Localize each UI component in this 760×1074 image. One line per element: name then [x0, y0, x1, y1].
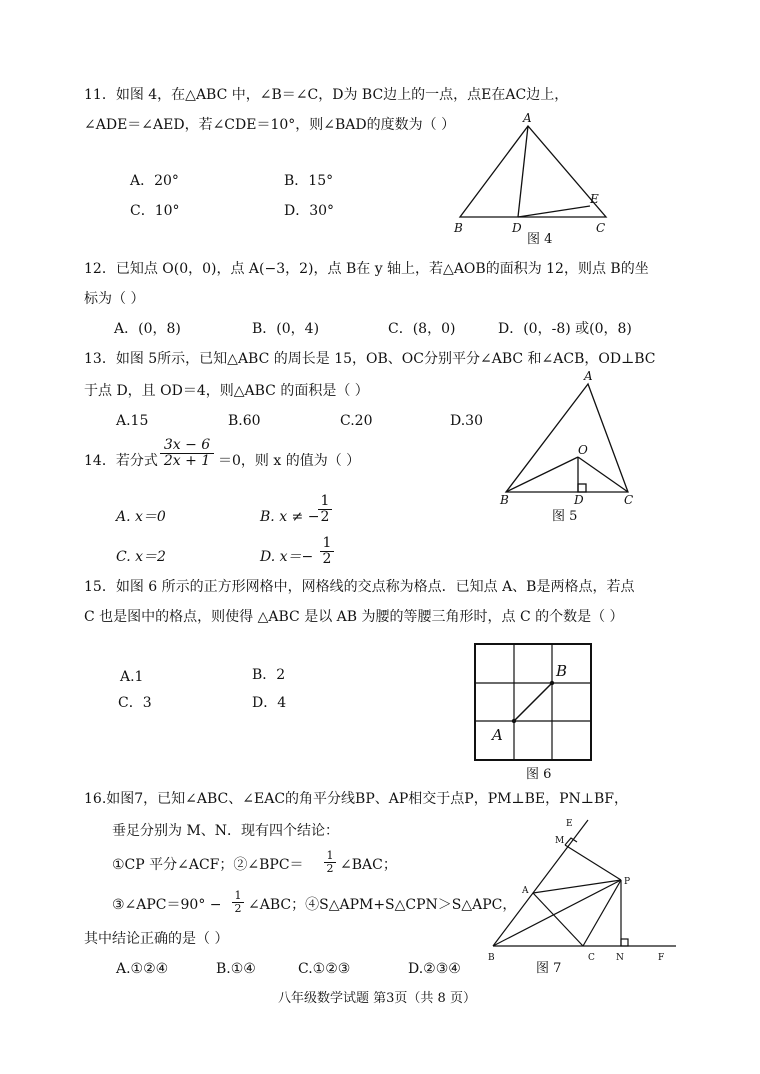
- fig7-label-b: B: [488, 953, 495, 963]
- q16-c2-numerator: 1: [324, 850, 336, 863]
- fig6-label-b: B: [556, 662, 568, 680]
- fig5-label-d: D: [574, 493, 584, 507]
- q16-conclusion-3: ③∠APC＝90° −: [112, 897, 222, 913]
- q14-option-a: A. x＝0: [116, 509, 166, 525]
- q16-c3-fraction: [232, 890, 244, 915]
- q11-option-c: C．10°: [130, 203, 180, 219]
- fig7-label-c: C: [588, 953, 595, 963]
- q16-line2: 垂足分别为 M、N．现有四个结论：: [112, 823, 340, 839]
- q12-line1: 12．已知点 O(0，0)，点 A(−3，2)，点 B在 y 轴上，若△AOB的面积为 12，则点 B的坐: [84, 261, 649, 277]
- fig4-label-d: D: [512, 221, 522, 235]
- q14-option-d-fraction: [320, 536, 334, 567]
- q14-option-b-fraction: [318, 494, 332, 525]
- q14-prefix: 14．若分式: [84, 453, 158, 469]
- q16-option-d: D.②③④: [408, 961, 461, 977]
- fig7-label-p: P: [624, 877, 631, 887]
- q14-fraction: [160, 438, 214, 469]
- fig5-label-a: A: [584, 369, 593, 383]
- q11-option-b: B．15°: [284, 173, 334, 189]
- q16-option-a: A.①②④: [116, 961, 169, 977]
- q12-line2: 标为（ ）: [84, 291, 145, 307]
- q13-option-a: A.15: [116, 413, 149, 429]
- q16-conclusion-1-2: ①CP 平分∠ACF；②∠BPC＝: [112, 857, 304, 873]
- q12-option-a: A．(0，8): [114, 321, 181, 337]
- q14-option-d-numerator: 1: [320, 536, 334, 552]
- q14-option-d-prefix: D. x＝−: [260, 549, 314, 565]
- fig4-caption: 图 4: [527, 232, 553, 247]
- fig7-label-n: N: [616, 953, 624, 963]
- q12-option-d: D．(0，-8) 或(0，8): [498, 321, 632, 337]
- q16-option-b: B.①④: [216, 961, 256, 977]
- q15-option-a: A.1: [120, 669, 144, 685]
- fig7-label-a: A: [522, 886, 529, 896]
- fig5-label-o: O: [578, 443, 588, 457]
- q13-line1: 13．如图 5所示，已知△ABC 的周长是 15，OB、OC分别平分∠ABC 和∠ACB，OD⊥BC: [84, 351, 656, 367]
- q14-option-c: C. x＝2: [116, 549, 166, 565]
- q16-option-c: C.①②③: [298, 961, 351, 977]
- q13-option-d: D.30: [450, 413, 483, 429]
- q15-option-b: B．2: [252, 667, 286, 683]
- fig7-caption: 图 7: [536, 961, 562, 976]
- q14-numerator: 3x − 6: [160, 438, 214, 454]
- q16-c2-denominator: 2: [326, 862, 334, 875]
- q15-option-c: C．3: [118, 695, 152, 711]
- fig4-label-e: E: [590, 192, 599, 206]
- fig7-label-m: M: [555, 836, 565, 846]
- q15-line1: 15．如图 6 所示的正方形网格中，网格线的交点称为格点．已知点 A、B是两格点，若点: [84, 579, 635, 595]
- q16-line1: 16.如图7，已知∠ABC、∠EAC的角平分线BP、AP相交于点P，PM⊥BE，PN⊥BF，: [84, 791, 628, 807]
- fig5-caption: 图 5: [552, 509, 578, 524]
- q13-option-c: C.20: [340, 413, 373, 429]
- fig5-label-c: C: [624, 493, 634, 507]
- q12-option-c: C．(8，0): [388, 321, 456, 337]
- fig7-label-f: F: [658, 953, 665, 963]
- q16-line5: 其中结论正确的是（ ）: [84, 931, 229, 947]
- fig4-label-b: B: [454, 221, 463, 235]
- q14-option-d-denominator: 2: [322, 551, 332, 567]
- fig5-label-b: B: [500, 493, 509, 507]
- q16-c2-tail: ∠BAC；: [340, 857, 397, 873]
- q13-option-b: B.60: [228, 413, 261, 429]
- fig4-label-a: A: [523, 111, 532, 125]
- q16-c2-fraction: [324, 850, 336, 875]
- q14-option-b-numerator: 1: [318, 494, 332, 510]
- q15-line2: C 也是图中的格点，则使得 △ABC 是以 AB 为腰的等腰三角形时，点 C 的个数是（ ）: [84, 609, 624, 625]
- q15-option-d: D．4: [252, 695, 287, 711]
- q16-c3-tail: ∠ABC；④S△APM+S△CPN＞S△APC，: [248, 897, 517, 913]
- q14-suffix: ＝0，则 x 的值为（ ）: [218, 453, 361, 469]
- fig6-caption: 图 6: [526, 767, 552, 782]
- q11-line1: 11．如图 4，在△ABC 中，∠B＝∠C，D为 BC边上的一点，点E在AC边上，: [84, 87, 569, 103]
- q16-c3-denominator: 2: [234, 902, 242, 915]
- q12-option-b: B．(0，4): [252, 321, 320, 337]
- q14-option-b-denominator: 2: [320, 509, 330, 525]
- q13-line2: 于点 D，且 OD＝4，则△ABC 的面积是（ ）: [84, 383, 369, 399]
- fig4-label-c: C: [596, 221, 606, 235]
- q11-option-d: D．30°: [284, 203, 335, 219]
- q11-line2: ∠ADE＝∠AED，若∠CDE＝10°，则∠BAD的度数为（ ）: [84, 117, 456, 133]
- q14-option-b-prefix: B. x ≠ −: [260, 509, 320, 525]
- fig7-label-e: E: [566, 819, 573, 829]
- q14-denominator: 2x + 1: [163, 453, 211, 469]
- q16-c3-numerator: 1: [232, 890, 244, 903]
- page-footer: 八年级数学试题 第3页（共 8 页）: [278, 991, 476, 1006]
- q11-option-a: A．20°: [130, 173, 179, 189]
- fig6-label-a: A: [492, 726, 503, 744]
